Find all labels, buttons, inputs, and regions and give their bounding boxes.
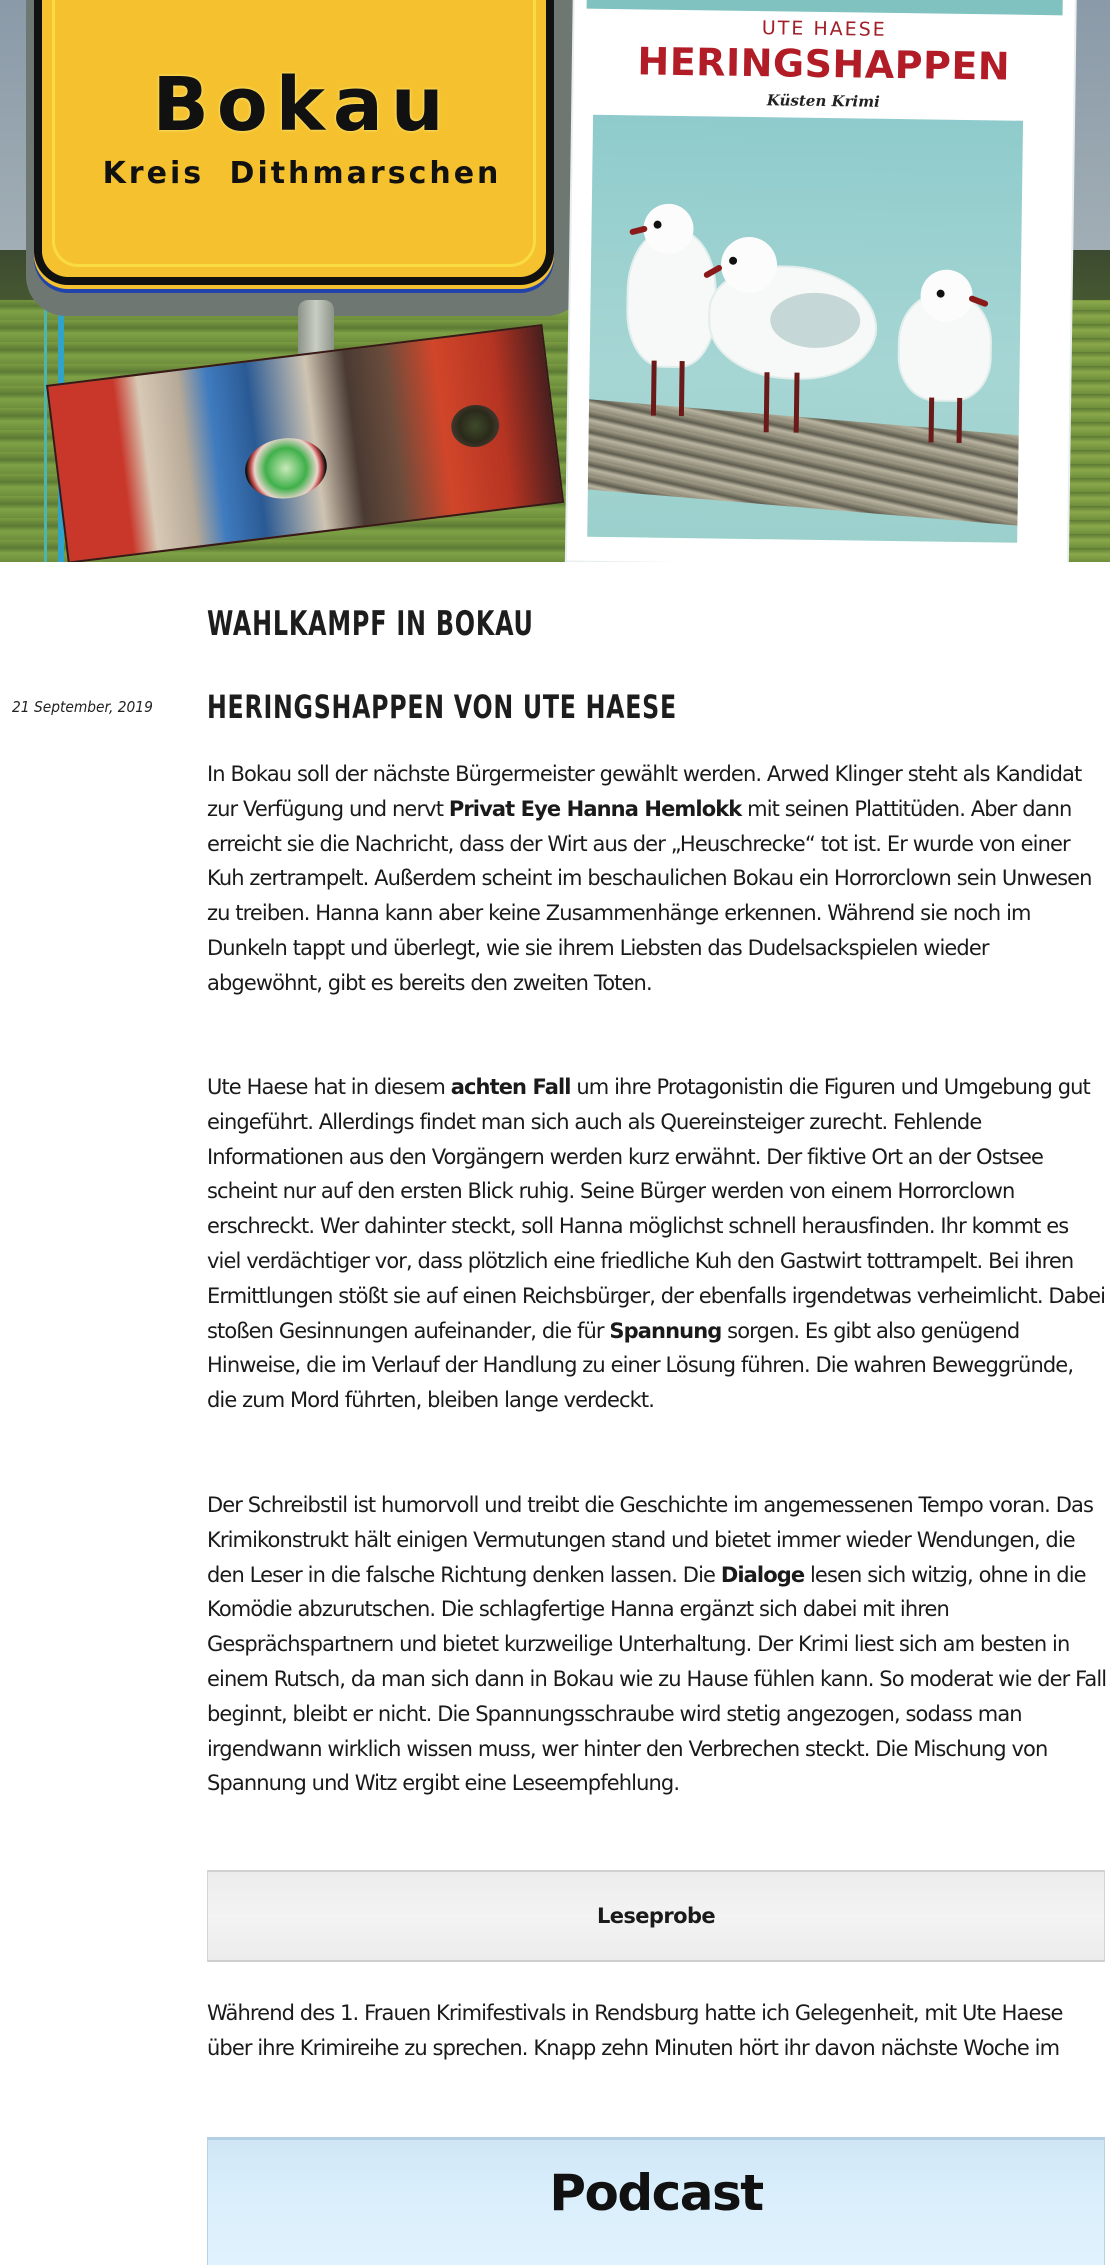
leseprobe-button[interactable] — [207, 1870, 1105, 1962]
book-author: UTE HAESE — [761, 17, 887, 41]
seagull-leg — [957, 398, 963, 443]
sign-district: Kreis Dithmarschen — [102, 156, 502, 191]
podcast-label: Podcast — [549, 2164, 763, 2222]
book-title: HERINGSHAPPEN — [637, 39, 1011, 89]
text: sorgen. Es gibt also genügend Hinweise, die im Verlauf der Handlung zu einer Lösung führen. Die wahren Beweggründe, die zum Mord führten, bleiben lange verdeckt. — [207, 1318, 1074, 1413]
clown-eye — [449, 402, 502, 450]
bold-text: Privat Eye Hanna Hemlokk — [448, 796, 742, 821]
paragraph-review — [207, 1070, 1107, 1418]
clown-eye — [242, 434, 331, 504]
seagull-leg — [679, 361, 685, 416]
seagull-eye — [937, 290, 945, 298]
bold-text: Dialoge — [720, 1562, 805, 1587]
post-title[interactable]: WAHLKAMPF IN BOKAU — [207, 604, 534, 644]
bold-text: achten Fall — [450, 1075, 571, 1099]
seagull-wing — [770, 292, 861, 348]
text: lesen sich witzig, ohne in die Komödie abzurutschen. Die schlagfertige Hanna ergänzt sich dabei mit ihren Gesprächspartnern und bietet kurzweilige Unterhaltung. Der Krimi liest sich am besten in einem Rutsch, da man sich dann in Bokau wie zu Hause fühlen kann. So moderat wie der Fall beginnt, bleibt er nicht. Die Spannungsschraube wird stetig angezogen, sodass man irgendwann wirklich wissen muss, wer hinter den Verbrechen steckt. Die Mischung von Spannung und Witz ergibt eine Leseempfehlung. — [207, 1562, 1107, 1796]
text: mit seinen Plattitüden. Aber dann erreicht sie die Nachricht, dass der Wirt aus der „Heuschrecke“ tot ist. Er wurde von einer Kuh zertrampelt. Außerdem scheint im beschaulichen Bokau ein Horrorclown sein Unwesen zu treiben. Hanna kann aber keine Zusammenhänge erkennen. Während sie noch im Dunkeln tappt und überlegt, wie sie ihrem Liebsten das Dudelsackspielen wieder abgewöhnt, gibt es bereits den zweiten Toten. — [207, 796, 1092, 995]
pole — [44, 300, 47, 562]
seagull-leg — [794, 373, 800, 433]
town-sign — [34, 0, 554, 285]
seagull-eye — [654, 221, 662, 229]
book-series: Küsten Krimi — [766, 91, 880, 111]
seagull-eye — [729, 257, 737, 265]
paragraph-summary — [207, 757, 1107, 1001]
bold-text: Spannung — [609, 1318, 722, 1343]
paragraph-style — [207, 1488, 1107, 1801]
hero-image-collage — [0, 0, 1110, 562]
book-top-band — [587, 0, 1063, 15]
podcast-button[interactable] — [207, 2137, 1105, 2265]
sign-town-name: Bokau — [152, 62, 452, 148]
post-date: 21 September, 2019 — [12, 698, 153, 716]
seagull-leg — [651, 361, 657, 416]
book-cover — [567, 0, 1075, 562]
seagull-leg — [764, 372, 770, 432]
seagulls-photo — [587, 115, 1023, 543]
post-subtitle: HERINGSHAPPEN VON UTE HAESE — [207, 688, 677, 726]
leseprobe-label: Leseprobe — [596, 1904, 716, 1928]
text: Ute Haese hat in diesem — [207, 1075, 451, 1099]
seagull-leg — [929, 397, 935, 442]
text: Der Schreibstil ist humorvoll und treibt die Geschichte im angemessenen Tempo voran. Das Krimikonstrukt hält einigen Vermutungen stand und bietet immer wieder Wendungen, die den Leser in die falsche Richtung denken lassen. Die — [207, 1493, 1094, 1587]
text: um ihre Protagonistin die Figuren und Umgebung gut eingeführt. Allerdings findet man sich auch als Quereinsteiger zurecht. Fehlende Informationen aus den Vorgängern werden kurz erwähnt. Der fiktive Ort an der Ostsee scheint nur auf den ersten Blick ruhig. Seine Bürger werden von einem Horrorclown erschreckt. Wer dahinter steckt, soll Hanna möglichst schnell herausfinden. Ihr kommt es viel verdächtiger vor, dass plötzlich eine friedliche Kuh den Gastwirt tottrampelt. Bei ihren Ermittlungen stößt sie auf einen Reichsbürger, der ebenfalls irgendetwas verheimlicht. Dabei stoßen Gesinnungen aufeinander, die für — [207, 1075, 1106, 1343]
text: In Bokau soll der nächste Bürgermeister gewählt werden. Arwed Klinger steht als Kandidat zur Verfügung und nervt — [207, 762, 1082, 821]
paragraph-podcast-intro: Während des 1. Frauen Krimifestivals in Rendsburg hatte ich Gelegenheit, mit Ute Haese über ihre Krimireihe zu sprechen. Knapp zehn Minuten hört ihr davon nächste Woche im — [207, 2001, 1063, 2060]
